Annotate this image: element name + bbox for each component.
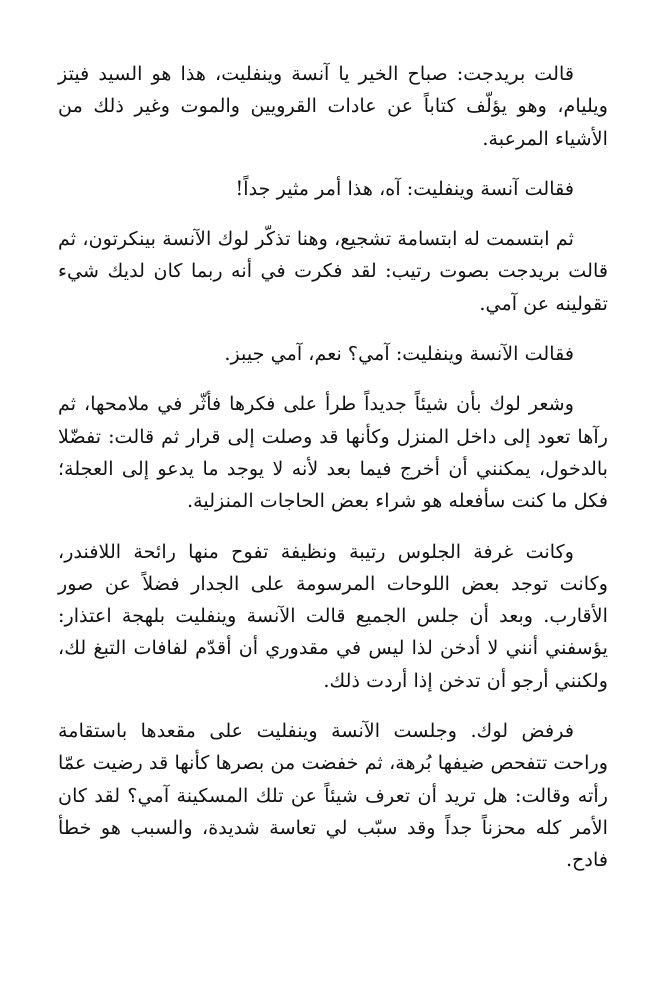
paragraph-6: وكانت غرفة الجلوس رتيبة ونظيفة تفوح منها رائحة اللافندر، وكانت توجد بعض اللوحات المرسومة على الجدار فضلاً عن صور الأقارب. وبعد أن جلس الجميع قالت الآنسة وينفليت بلهجة اعتذار: يؤسفني أنني لا أدخن لذا ليس في مقدوري أن أقدّم لفافات التبغ لك، ولكنني أرجو أن تدخن إذا أردت ذلك. [58,539,608,692]
paragraph-3: ثم ابتسمت له ابتسامة تشجيع، وهنا تذكّر لوك الآنسة بينكرتون، ثم قالت بريدجت بصوت رتيب: لقد فكرت في أنه ربما كان لديك شيء تقولينه عن آمي. [58,227,608,315]
paragraph-1: قالت بريدجت: صباح الخير يا آنسة وينفليت، هذا هو السيد فيتز ويليام، وهو يؤلّف كتاباً عن عادات القرويين والموت وغير ذلك من الأشياء المرعبة. [58,62,608,150]
paragraph-2: فقالت آنسة وينفليت: آه، هذا أمر مثير جداً! [235,176,574,200]
paragraph-4: فقالت الآنسة وينفليت: آمي؟ نعم، آمي جيبز. [224,342,574,366]
paragraph-5: وشعر لوك بأن شيئاً جديداً طرأ على فكرها فأثّر في ملامحها، ثم رآها تعود إلى داخل المنزل وكأنها قد وصلت إلى قرار ثم قالت: تفضّلا بالدخول، يمكنني أن أخرج فيما بعد لأنه لا يوجد ما يدعو إلى العجلة؛ فكل ما كنت سأفعله هو شراء بعض الحاجات المنزلية. [58,392,608,513]
paragraph-7: فرفض لوك. وجلست الآنسة وينفليت على مقعدها باستقامة وراحت تتفحص ضيفها بُرهة، ثم خفضت من بصرها كأنها قد رضيت عمّا رأته وقالت: هل تريد أن تعرف شيئاً عن تلك المسكينة آمي؟ لقد كان الأمر كله محزناً جداً وقد سبّب لي تعاسة شديدة، والسبب هو خطأ فادح. [58,719,608,872]
book-page-text [58,58,608,877]
